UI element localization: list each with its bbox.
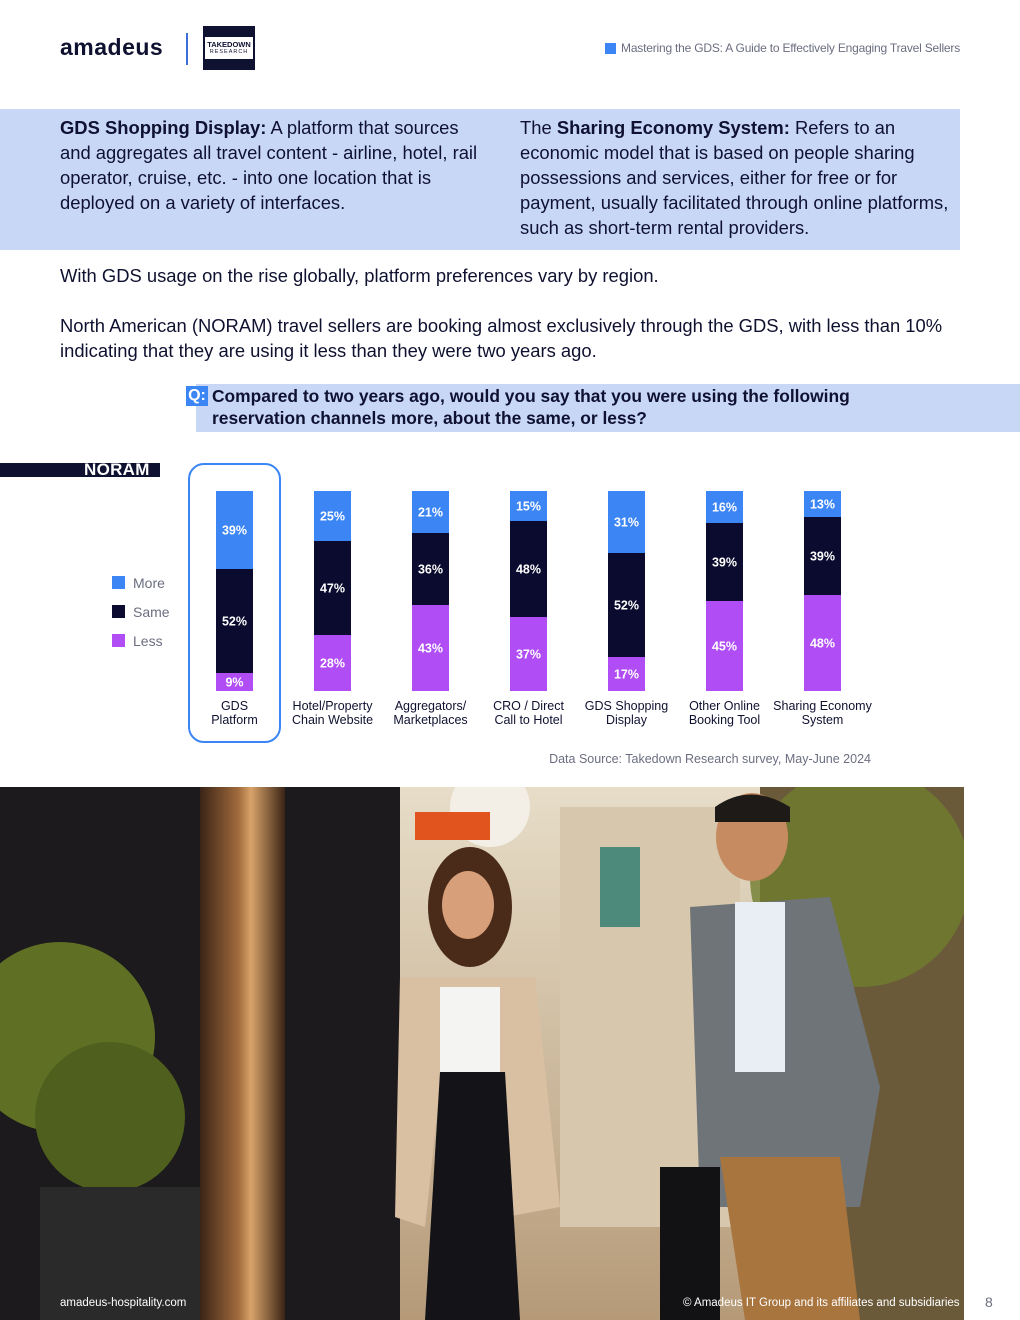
definition-text: Refers to an economic model that is based on people sharing possessions and services, either for free or for payment, usually facilitated through online platforms, such as short-term rental providers.	[520, 117, 949, 238]
data-label-same-hotel-property-chain-website: 47%	[319, 581, 346, 596]
category-label-cro-direct-call-to-hotel: CRO / Direct	[493, 699, 564, 713]
definition-term: Sharing Economy System:	[556, 117, 790, 138]
category-label-sharing-economy-system: System	[801, 713, 844, 727]
category-label-cro-direct-call-to-hotel: Call to Hotel	[494, 713, 563, 727]
data-label-less-other-online-booking-tool: 45%	[711, 639, 738, 654]
category-label-sharing-economy-system: Sharing Economy	[773, 699, 872, 713]
page-number: 8	[985, 1294, 993, 1310]
question-text: Compared to two years ago, would you say that you were using the following reservation channels more, about the same, or less?	[212, 386, 850, 428]
category-label-other-online-booking-tool: Booking Tool	[688, 713, 761, 727]
footer-website[interactable]: amadeus-hospitality.com	[60, 1297, 187, 1309]
data-label-same-cro-direct-call-to-hotel: 48%	[515, 562, 542, 577]
data-label-less-sharing-economy-system: 48%	[809, 636, 836, 651]
definition-prefix: The	[520, 117, 557, 138]
legend-label: More	[133, 574, 165, 591]
data-label-less-gds-shopping-display: 17%	[613, 667, 640, 682]
data-label-more-hotel-property-chain-website: 25%	[319, 509, 346, 524]
data-label-same-gds-platform: 52%	[221, 614, 248, 629]
definition-text: A platform that sources and aggregates all travel content - airline, hotel, rail operator, cruise, etc. - into one location that is deployed on a variety of interfaces.	[60, 117, 478, 213]
data-source: Data Source: Takedown Research survey, May-June 2024	[549, 752, 871, 766]
body-paragraph-2: North American (NORAM) travel sellers are booking almost exclusively through the GDS, with less than 10% indicating that they are using it less than they were two years ago.	[60, 315, 943, 361]
logo-text-takedown: TAKEDOWN	[207, 40, 251, 49]
data-label-less-gds-platform: 9%	[225, 675, 244, 690]
data-label-less-hotel-property-chain-website: 28%	[319, 656, 346, 671]
amadeus-logo: amadeus	[60, 34, 164, 60]
data-label-same-sharing-economy-system: 39%	[809, 549, 836, 564]
category-label-hotel-property-chain-website: Chain Website	[291, 713, 374, 727]
data-label-more-other-online-booking-tool: 16%	[711, 500, 738, 515]
category-label-other-online-booking-tool: Other Online	[689, 699, 760, 713]
data-label-more-aggregators-marketplaces: 21%	[417, 505, 444, 520]
data-label-less-aggregators-marketplaces: 43%	[417, 641, 444, 656]
data-label-less-cro-direct-call-to-hotel: 37%	[515, 647, 542, 662]
legend-label: Less	[133, 632, 163, 649]
data-label-same-gds-shopping-display: 52%	[613, 598, 640, 613]
category-label-gds-shopping-display: Display	[606, 713, 647, 727]
category-label-gds-shopping-display: GDS Shopping	[584, 699, 669, 713]
document-title-text: Mastering the GDS: A Guide to Effectively Engaging Travel Sellers	[621, 41, 960, 55]
category-label-gds-platform: Platform	[211, 713, 258, 727]
data-label-more-cro-direct-call-to-hotel: 15%	[515, 499, 542, 514]
data-label-more-gds-platform: 39%	[221, 523, 248, 538]
category-label-aggregators-marketplaces: Marketplaces	[393, 713, 468, 727]
body-paragraph-1: With GDS usage on the rise globally, platform preferences vary by region.	[60, 265, 659, 286]
footer-copyright: © Amadeus IT Group and its affiliates and subsidiaries	[683, 1297, 960, 1309]
region-label: NORAM	[84, 460, 150, 479]
legend-label: Same	[133, 603, 170, 620]
logo-text-research: RESEARCH	[209, 49, 249, 55]
category-label-gds-platform: GDS	[220, 699, 249, 713]
data-label-same-other-online-booking-tool: 39%	[711, 555, 738, 570]
category-label-hotel-property-chain-website: Hotel/Property	[292, 699, 373, 713]
travelers-photo	[0, 787, 964, 1320]
data-label-more-sharing-economy-system: 13%	[809, 497, 836, 512]
data-label-more-gds-shopping-display: 31%	[613, 515, 640, 530]
definition-term: GDS Shopping Display:	[60, 117, 267, 138]
data-label-same-aggregators-marketplaces: 36%	[417, 562, 444, 577]
category-label-aggregators-marketplaces: Aggregators/	[394, 699, 467, 713]
question-marker: Q:	[186, 386, 208, 406]
